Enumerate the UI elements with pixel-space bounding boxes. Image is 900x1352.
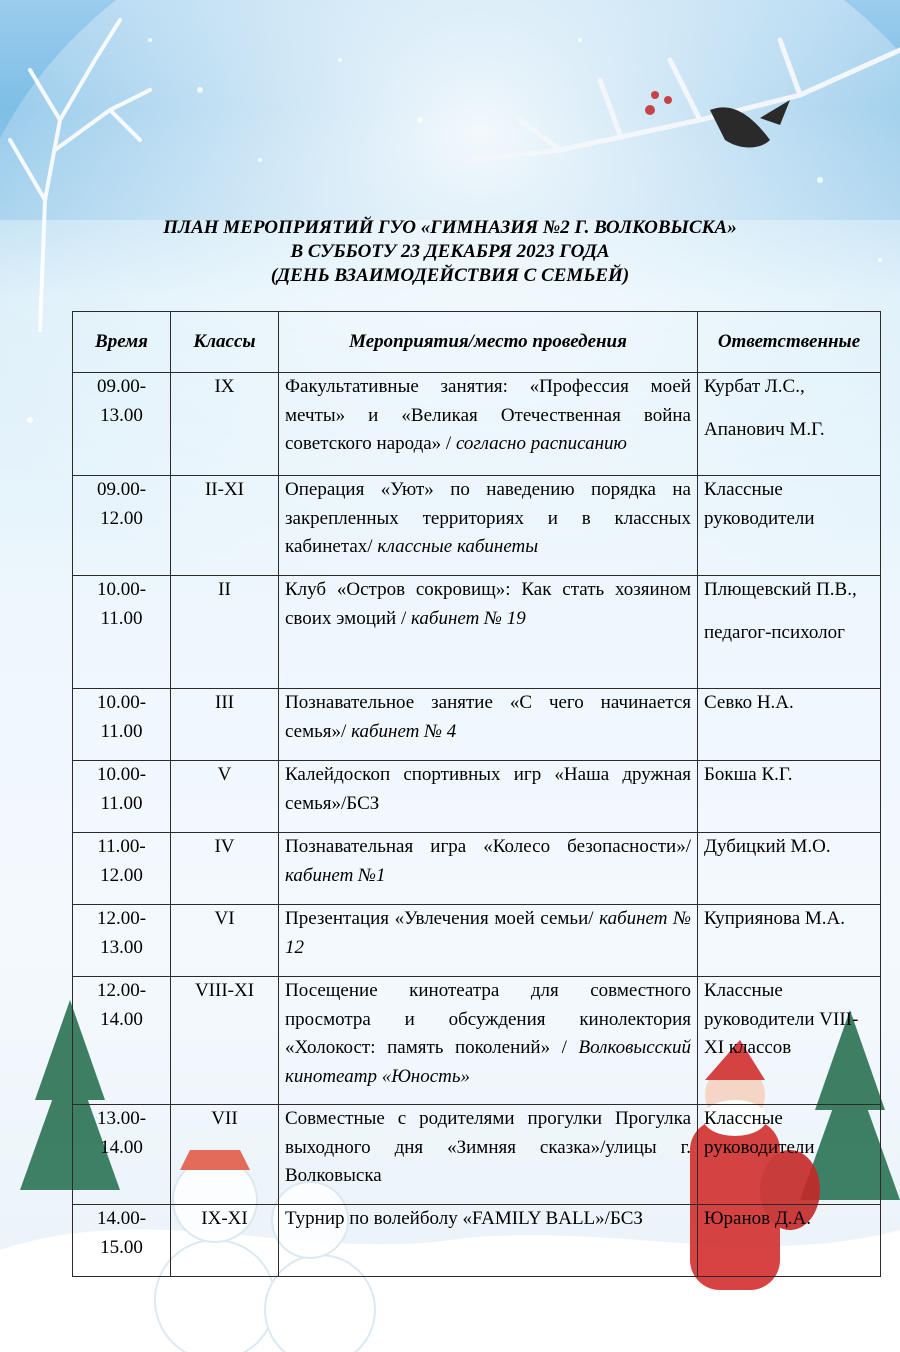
event-text: Познавательная игра «Колесо безопасности»/ <box>285 836 691 857</box>
cell-responsible <box>698 373 881 476</box>
cell-responsible <box>698 905 881 977</box>
cell-time <box>73 476 171 576</box>
cell-time <box>73 373 171 476</box>
title-line-2: В СУББОТУ 23 ДЕКАБРЯ 2023 ГОДА <box>290 241 610 262</box>
cell-time <box>73 576 171 689</box>
event-text: Операция «Уют» по наведению порядка на закрепленных территориях и в классных кабинетах/ <box>285 479 691 557</box>
cell-responsible <box>698 689 881 761</box>
cell-event <box>279 761 698 833</box>
time-start: 10.00- <box>96 764 147 785</box>
time-start: 09.00- <box>96 376 147 397</box>
responsible-name: Юранов Д.А. <box>704 1208 812 1229</box>
cell-time <box>73 1205 171 1277</box>
title-line-1: ПЛАН МЕРОПРИЯТИЙ ГУО «ГИМНАЗИЯ №2 Г. ВОЛКОВЫСКА» <box>163 217 737 238</box>
time-start: 09.00- <box>96 479 147 500</box>
time-start: 12.00- <box>96 980 147 1001</box>
table-row <box>73 1205 881 1277</box>
cell-classes: II <box>171 576 279 689</box>
time-end: 11.00 <box>100 720 143 742</box>
header-responsible: Ответственные <box>698 312 881 373</box>
table-row <box>73 373 881 476</box>
cell-event <box>279 476 698 576</box>
time-end: 12.00 <box>100 507 143 529</box>
page-title <box>0 216 900 288</box>
event-location: кабинет № 12 <box>285 908 691 958</box>
event-location: Волковысский кинотеатр «Юность» <box>285 1037 691 1087</box>
cell-event <box>279 1205 698 1277</box>
time-start: 11.00- <box>97 836 146 857</box>
time-end: 13.00 <box>100 404 143 426</box>
cell-event <box>279 905 698 977</box>
cell-time <box>73 689 171 761</box>
cell-classes: V <box>171 761 279 833</box>
title-line-3: (ДЕНЬ ВЗАИМОДЕЙСТВИЯ С СЕМЬЕЙ) <box>270 265 630 286</box>
event-text: Клуб «Остров сокровищ»: Как стать хозяином своих эмоций / <box>285 579 691 629</box>
cell-classes: III <box>171 689 279 761</box>
responsible-name: Севко Н.А. <box>704 692 794 713</box>
cell-responsible <box>698 576 881 689</box>
time-end: 15.00 <box>100 1236 143 1258</box>
cell-event <box>279 373 698 476</box>
cell-classes: II-XI <box>171 476 279 576</box>
event-location: кабинет № 4 <box>351 720 457 742</box>
time-end: 11.00 <box>100 792 143 814</box>
table-row <box>73 689 881 761</box>
cell-classes: VII <box>171 1105 279 1205</box>
table-row <box>73 977 881 1105</box>
cell-classes: VI <box>171 905 279 977</box>
cell-time <box>73 905 171 977</box>
cell-time <box>73 977 171 1105</box>
event-text: Турнир по волейболу «FAMILY BALL»/БСЗ <box>285 1208 643 1229</box>
cell-responsible <box>698 1105 881 1205</box>
responsible-name: Курбат Л.С., <box>704 376 805 397</box>
time-start: 12.00- <box>96 908 147 929</box>
cell-time <box>73 833 171 905</box>
responsible-name: Классные руководители <box>704 479 815 529</box>
cell-event <box>279 833 698 905</box>
cell-event <box>279 689 698 761</box>
table-row <box>73 761 881 833</box>
cell-classes: IX-XI <box>171 1205 279 1277</box>
table-header-row <box>73 312 881 373</box>
header-classes: Классы <box>171 312 279 373</box>
responsible-name: Классные руководители <box>704 1108 815 1158</box>
time-start: 13.00- <box>96 1108 147 1129</box>
table-row <box>73 905 881 977</box>
time-start: 14.00- <box>96 1208 147 1229</box>
event-text: Калейдоскоп спортивных игр «Наша дружная семья»/БСЗ <box>285 764 691 814</box>
event-location: кабинет № 19 <box>411 607 526 629</box>
cell-time <box>73 1105 171 1205</box>
time-end: 14.00 <box>100 1008 143 1030</box>
cell-classes: IV <box>171 833 279 905</box>
cell-event <box>279 576 698 689</box>
event-text: Факультативные занятия: «Профессия моей мечты» и «Великая Отечественная война советского народа» / <box>285 376 691 454</box>
header-time: Время <box>73 312 171 373</box>
event-text: Посещение кинотеатра для совместного просмотра и обсуждения кинолектория «Холокост: память поколений» / <box>285 980 691 1058</box>
table-row <box>73 576 881 689</box>
responsible-name: Куприянова М.А. <box>704 908 846 929</box>
event-location: классные кабинеты <box>377 536 539 557</box>
responsible-extra: Апанович М.Г. <box>704 418 825 440</box>
cell-classes: IX <box>171 373 279 476</box>
time-end: 12.00 <box>100 864 143 886</box>
responsible-name: Дубицкий М.О. <box>704 836 831 857</box>
table-row <box>73 476 881 576</box>
event-text: Совместные с родителями прогулки Прогулка выходного дня «Зимняя сказка»/улицы г. Волковыска <box>285 1108 691 1186</box>
cell-responsible <box>698 476 881 576</box>
responsible-name: Бокша К.Г. <box>704 764 793 785</box>
time-end: 13.00 <box>100 936 143 958</box>
cell-classes: VIII-XI <box>171 977 279 1105</box>
time-start: 10.00- <box>96 579 147 600</box>
cell-responsible <box>698 1205 881 1277</box>
event-location: кабинет №1 <box>285 864 386 886</box>
responsible-name: Плющевский П.В., <box>704 579 857 600</box>
header-events: Мероприятия/место проведения <box>279 312 698 373</box>
cell-responsible <box>698 833 881 905</box>
cell-event <box>279 1105 698 1205</box>
cell-responsible <box>698 761 881 833</box>
time-start: 10.00- <box>96 692 147 713</box>
events-table <box>72 311 881 1277</box>
cell-event <box>279 977 698 1105</box>
event-location: согласно расписанию <box>455 433 627 454</box>
cell-time <box>73 761 171 833</box>
responsible-name: Классные руководители VIII-XI классов <box>704 980 859 1058</box>
time-end: 14.00 <box>100 1136 143 1158</box>
event-text: Познавательное занятие «С чего начинается семья»/ <box>285 692 691 742</box>
event-text: Презентация «Увлечения моей семьи/ <box>285 908 594 929</box>
table-row <box>73 833 881 905</box>
table-row <box>73 1105 881 1205</box>
time-end: 11.00 <box>100 607 143 629</box>
responsible-extra: педагог-психолог <box>704 621 845 643</box>
cell-responsible <box>698 977 881 1105</box>
